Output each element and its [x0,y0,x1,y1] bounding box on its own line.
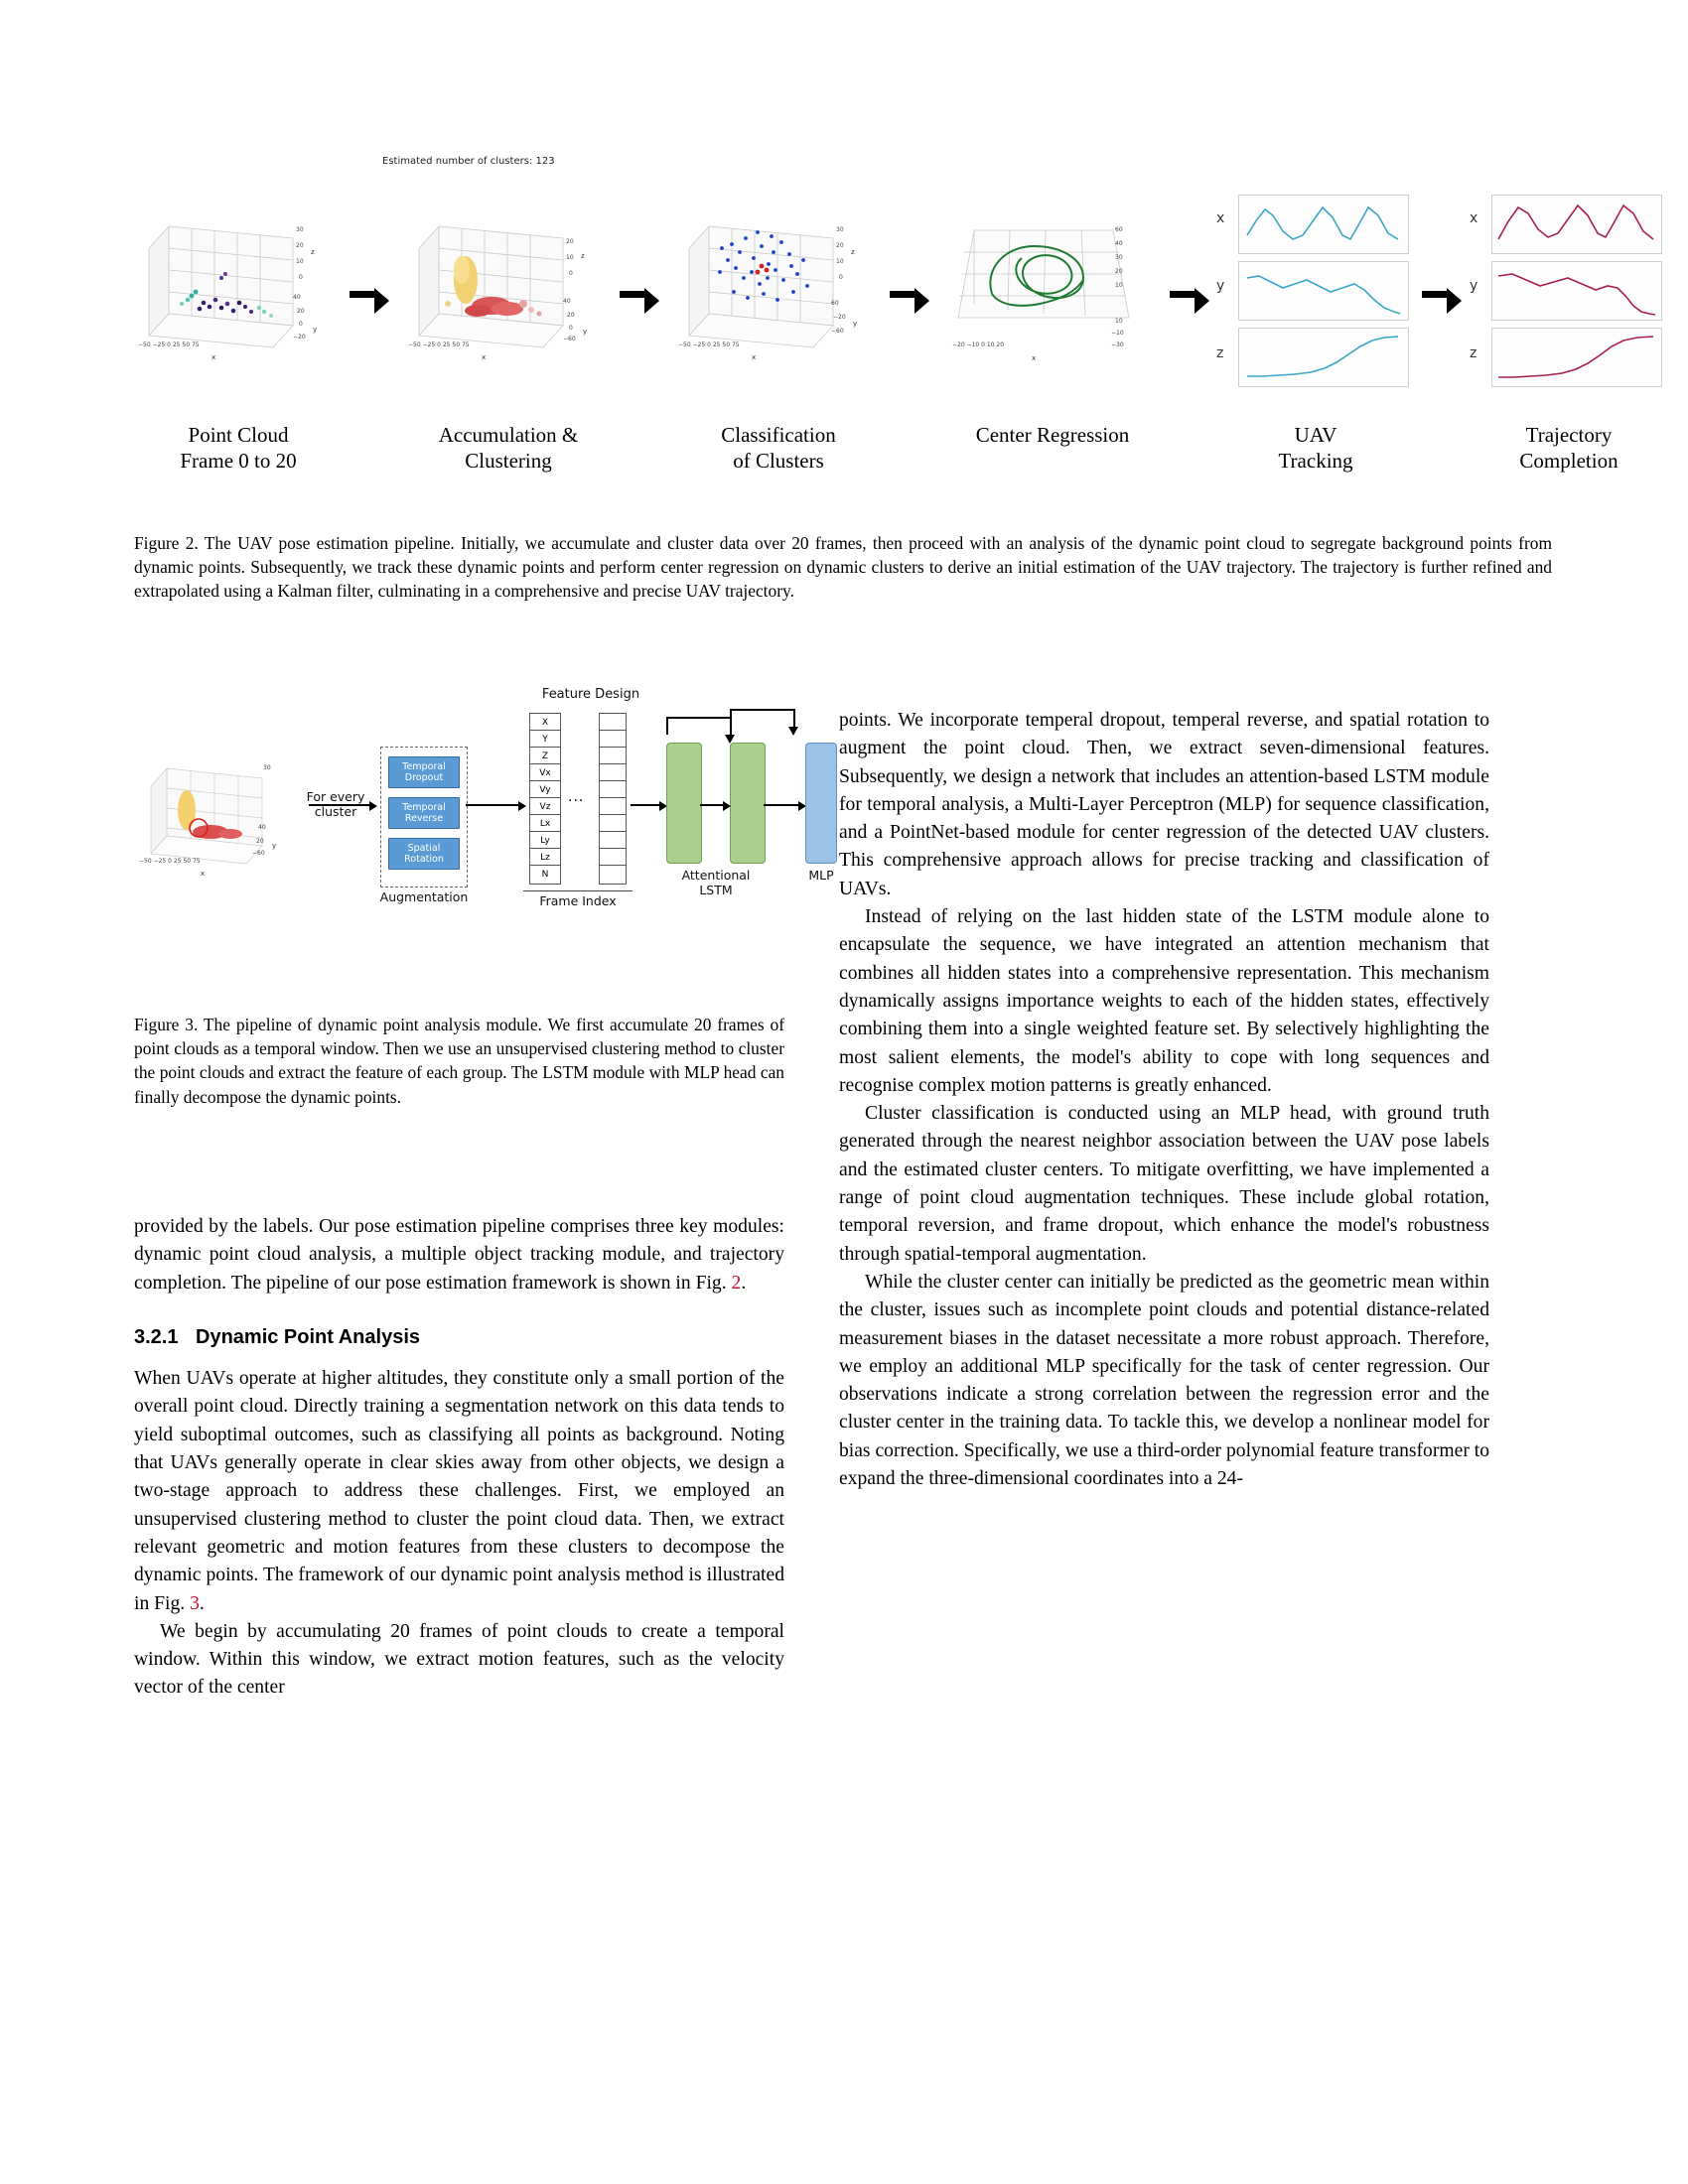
left-text-column [134,1213,784,1703]
paragraph-cluster-classification: Cluster classification is conducted using an MLP head, with ground truth generated through the nearest neighbor association between the UAV pose labels and the estimated cluster centers. To mitigate overfitting, we have implemented a range of point cloud augmentation techniques. These include global rotation, temporal reversion, and frame dropout, which enhance the model's robustness through spatial-temporal augmentation. [839,1103,1489,1265]
stage-caption-point-cloud: Point Cloud Frame 0 to 20 [180,423,297,473]
figure2-panels [134,184,1554,412]
arrow-lstm1-to-lstm2 [700,804,724,806]
figure2-plot-title: Estimated number of clusters: 123 [382,156,555,167]
feature-cell-n: N [529,865,561,885]
signal-label-z-tracking: z [1216,345,1224,361]
arrow-features-to-lstm [631,804,660,806]
aug-chip-temporal-dropout: Temporal Dropout [388,756,460,788]
feature-cell-vx: Vx [529,763,561,783]
mlp-block [805,743,837,864]
stage-caption-trajectory-completion: Trajectory Completion [1519,423,1618,473]
recurrent-arrow-2 [730,709,795,727]
signal-label-z-completion: z [1470,345,1477,361]
paragraph-attention-mechanism: Instead of relying on the last hidden state of the LSTM module alone to encapsulate the sequence, we have integrated an attention mechanism that combines all hidden states into a comprehensive representation. This mechanism dynamically assigns importance weights to each of the hidden states, effectively combining them into a single weighted feature set. By selectively highlighting the most salient elements, the model's ability to cope with long sequences and recognise complex motion patterns is greatly enhanced. [839,906,1489,1096]
figure3-mlp-label: MLP [808,868,834,883]
figure3-caption: Figure 3. The pipeline of dynamic point analysis module. We first accumulate 20 frames of point clouds as a temporal window. Then we use an unsupervised clustering method to cluster the point clouds and extract the feature of each group. The LSTM module with MLP head can finally decompose the dynamic points. [134,1015,784,1107]
figure-2 [134,156,1618,481]
feature-cell-x: X [529,713,561,733]
figure-reference-2[interactable]: 2 [731,1272,742,1294]
stage-caption-center-regression: Center Regression [975,423,1130,447]
paragraph-center-regression: While the cluster center can initially be predicted as the geometric mean within the cluster, issues such as incomplete point clouds and potential distance-related measurement biases in the dataset necessitate a more robust approach. Therefore, we employ an additional MLP specifically for the task of center regression. Our observations indicate a strong correlation between the regression error and the cluster center in the training data. To tackle this, we develop a nonlinear model for bias correction. Specifically, we use a third-order polynomial feature transformer to expand the three-dimensional coordinates into a 24- [839,1271,1489,1490]
arrow-cluster-to-aug [309,804,370,806]
arrow-3 [890,291,915,298]
paragraph-temporal-window: We begin by accumulating 20 frames of point clouds to create a temporal window. Within this window, we extract motion features, such as the velocity vector of the center [134,1620,784,1699]
arrow-lstm-to-mlp [764,804,799,806]
figure-reference-3[interactable]: 3 [190,1592,200,1614]
aug-chip-temporal-reverse: Temporal Reverse [388,797,460,829]
paragraph-feature-extraction: points. We incorporate temperal dropout, temperal reverse, and spatial rotation to augment the point cloud. Then, we extract seven-dimensional features. Subsequently, we design a network that includes an attention-based LSTM module for temporal analysis, a Multi-Layer Perceptron (MLP) for sequence classification, and a PointNet-based module for center regression of the detected UAV clusters. This comprehensive approach allows for precise tracking and classification of UAVs. [839,710,1489,899]
panel-point-cloud: 30 20 10 0 z 40 20 0 −20 y −50 −25 0 25 50 75 x [138,226,318,361]
figure2-caption: Figure 2. The UAV pose estimation pipeline. Initially, we accumulate and cluster data over 20 frames, then proceed with an analysis of the dynamic point cloud to segregate background points from dynamic points. Subsequently, we track these dynamic points and perform center regression on dynamic clusters to derive an initial estimation of the UAV trajectory. The trajectory is further refined and extrapolated using a Kalman filter, culminating in a comprehensive and precise UAV trajectory. [134,533,1552,602]
signal-label-x-tracking: x [1216,210,1225,226]
figure3-cluster-view: 30 40 20 −60 y −50 −25 0 25 50 75 x [139,764,277,878]
feature-cell-vz: Vz [529,797,561,817]
arrow-2 [620,291,645,298]
paragraph-two-stage-approach: When UAVs operate at higher altitudes, they constitute only a small portion of the overall point cloud. Directly training a segmentation network on this data tends to yield suboptimal outcomes, such as classifying all points as background. Noting that UAVs generally operate in clear skies away from other objects, we design a two-stage approach to address these challenges. First, we employed an unsupervised clustering method to cluster the point cloud data. Then, we extract relevant geometric and motion features from these clusters to decompose the dynamic points. The framework of our dynamic point analysis method is illustrated in Fig. 3. [134,1368,784,1614]
arrow-1 [350,291,375,298]
arrow-5 [1422,291,1448,298]
signal-label-x-completion: x [1470,210,1478,226]
section-number: 3.2.1 [134,1325,179,1348]
figure3-feature-design-title: Feature Design [541,687,640,702]
panel-classification: 30 20 10 0 z 60 −20 −60 y −50 −25 0 25 50 75 x [678,226,858,361]
section-title: Dynamic Point Analysis [196,1325,420,1348]
panel-trajectory-completion [1470,189,1668,392]
lstm-block-2 [730,743,766,864]
panel-center-regression: 60 40 30 20 10 10 −10 −30 −20 −10 0 10 20 x [944,208,1158,372]
arrow-aug-to-features [466,804,519,806]
stage-caption-classification: Classification of Clusters [721,423,836,473]
feature-cell-lx: Lx [529,814,561,834]
feature-cell-lz: Lz [529,848,561,868]
feature-cell-y: Y [529,730,561,750]
paragraph-pipeline-modules: provided by the labels. Our pose estimation pipeline comprises three key modules: dynamic point cloud analysis, a multiple object tracking module, and trajectory completion. The pipeline of our pose estimation framework is shown in Fig. 2. [134,1216,784,1294]
signal-label-y-tracking: y [1216,278,1225,294]
feature-cell-z: Z [529,747,561,766]
stage-caption-uav-tracking: UAV Tracking [1278,423,1353,473]
section-heading-dynamic-point-analysis [134,1323,784,1351]
right-text-column [839,707,1489,1493]
figure-3 [134,687,834,983]
arrow-4 [1170,291,1196,298]
feature-cell-vy: Vy [529,780,561,800]
figure3-augmentation-label: Augmentation [379,889,469,904]
panel-uav-tracking [1216,189,1415,392]
figure3-for-every-cluster-label: For every cluster [306,789,365,819]
figure3-ellipsis: ... [568,789,585,805]
recurrent-arrow-1 [666,717,732,735]
feature-cell-ly: Ly [529,831,561,851]
signal-label-y-completion: y [1470,278,1478,294]
figure3-lstm-label: Attentional LSTM [681,868,751,897]
aug-chip-spatial-rotation: Spatial Rotation [388,838,460,870]
figure3-frame-index-label: Frame Index [539,893,617,908]
lstm-block-1 [666,743,702,864]
stage-caption-clustering: Accumulation & Clustering [438,423,579,473]
figure3-frame-axis [523,890,633,891]
panel-clustering: 20 10 0 z 40 20 0 −60 y −50 −25 0 25 50 75 x [404,208,608,372]
